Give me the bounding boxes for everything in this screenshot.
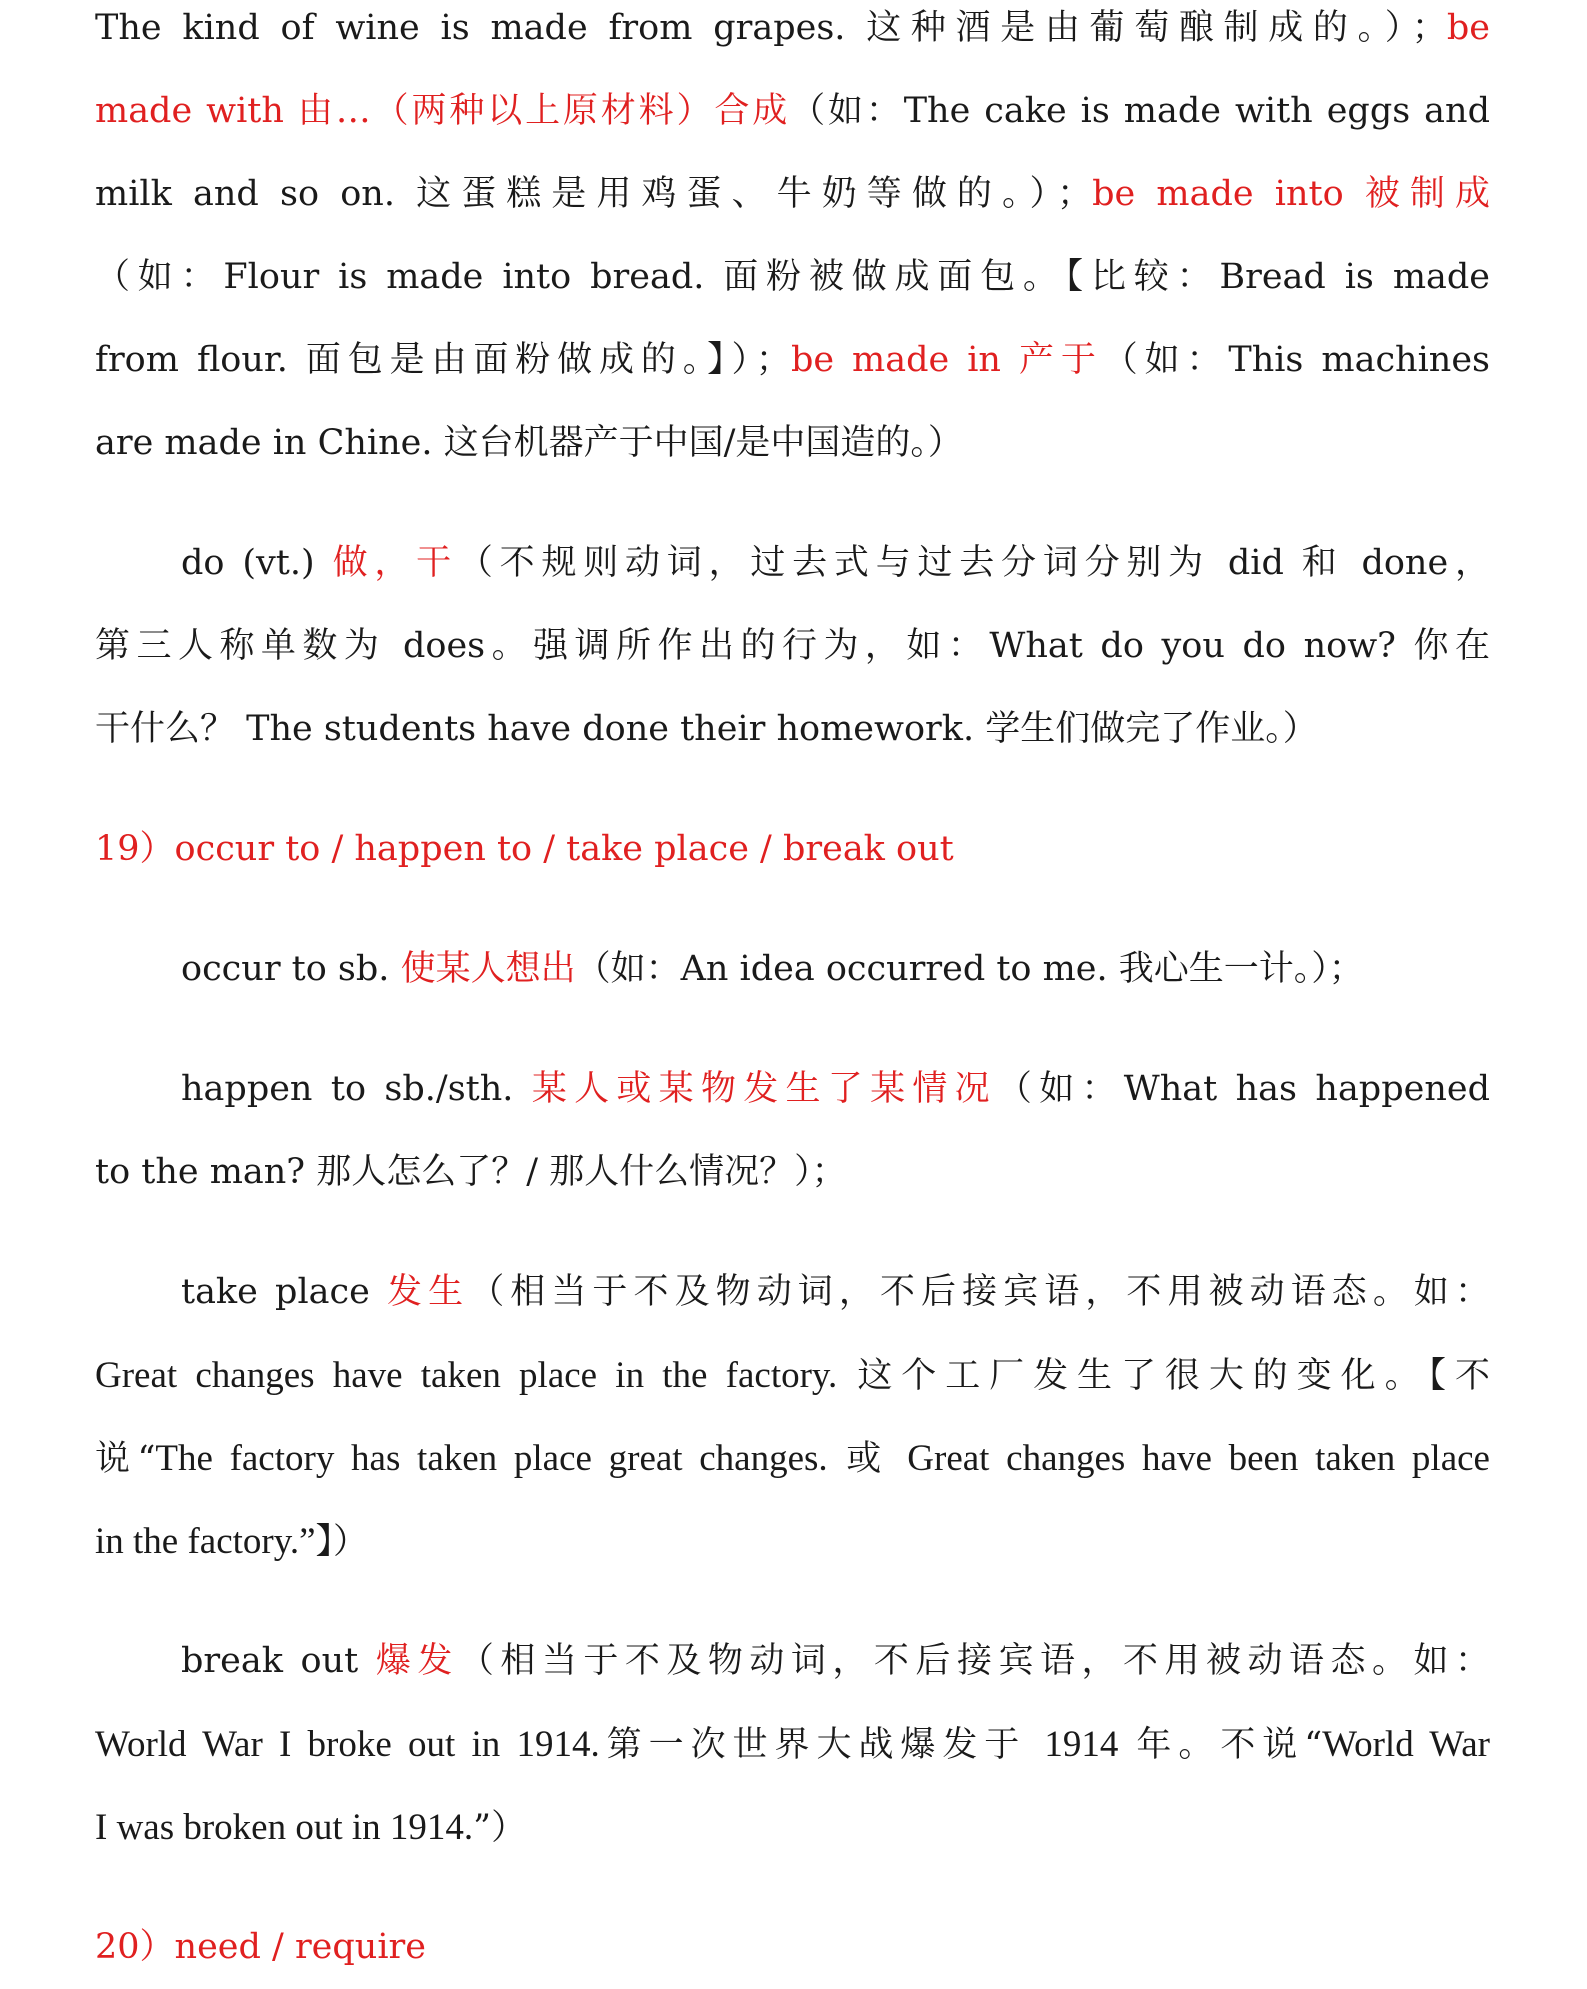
phrase-highlight: 做，干 (332, 543, 458, 583)
text-line: made with 由…（两种以上原材料）合成（如：The cake is made with eggs and (95, 91, 1490, 131)
section-heading: 20）need / require (95, 1927, 426, 1967)
text-line: happen to sb./sth. 某人或某物发生了某情况（如：What has happened (181, 1069, 1490, 1109)
phrase-highlight: 某人或某物发生了某情况 (531, 1069, 997, 1109)
text-line: are made in Chine. 这台机器产于中国/是中国造的。） (95, 423, 963, 463)
text-line: do (vt.) 做，干（不规则动词，过去式与过去分词分别为 did 和 done， (181, 543, 1490, 583)
text-line: from flour. 面包是由面粉做成的。】）；be made in 产于（如：This machines (95, 340, 1490, 380)
phrase-highlight: made with 由…（两种以上原材料）合成 (95, 91, 791, 131)
section-heading: 19）occur to / happen to / take place / break out (95, 829, 954, 869)
phrase-highlight: 使某人想出 (400, 949, 576, 989)
text-line: milk and so on. 这蛋糕是用鸡蛋、牛奶等做的。）；be made into 被制成 (95, 174, 1490, 214)
text-line: break out 爆发（相当于不及物动词，不后接宾语，不用被动语态。如： (181, 1641, 1490, 1681)
text-line: occur to sb. 使某人想出（如：An idea occurred to me. 我心生一计。）； (181, 949, 1364, 989)
text-line: 说“The factory has taken place great changes. 或 Great changes have been taken place (95, 1438, 1490, 1479)
document-page (95, 0, 1490, 1989)
text-line: I was broken out in 1914.”） (95, 1807, 527, 1848)
text-line: in the factory.”】） (95, 1521, 369, 1562)
text-line: take place 发生（相当于不及物动词，不后接宾语，不用被动语态。如： (181, 1272, 1490, 1312)
text-line: 第三人称单数为 does。强调所作出的行为，如：What do you do now? 你在 (95, 626, 1490, 666)
text-line: to the man? 那人怎么了？/ 那人什么情况？）； (95, 1152, 847, 1192)
phrase-highlight: be made into 被制成 (1092, 174, 1490, 214)
text-line: World War I broke out in 1914.第一次世界大战爆发于 1914 年。不说“World War (95, 1724, 1490, 1765)
phrase-highlight: 发生 (387, 1272, 470, 1312)
phrase-highlight: be made in 产于 (790, 340, 1103, 380)
text-line: 干什么？ The students have done their homework. 学生们做完了作业。） (95, 709, 1318, 749)
phrase-highlight: be (1446, 8, 1490, 48)
text-line: The kind of wine is made from grapes. 这种酒是由葡萄酿制成的。）；be (95, 8, 1490, 48)
text-line: （如：Flour is made into bread. 面粉被做成面包。【比较：Bread is made (95, 257, 1490, 297)
phrase-highlight: 爆发 (375, 1641, 459, 1681)
text-line: Great changes have taken place in the factory. 这个工厂发生了很大的变化。【不 (95, 1355, 1490, 1396)
